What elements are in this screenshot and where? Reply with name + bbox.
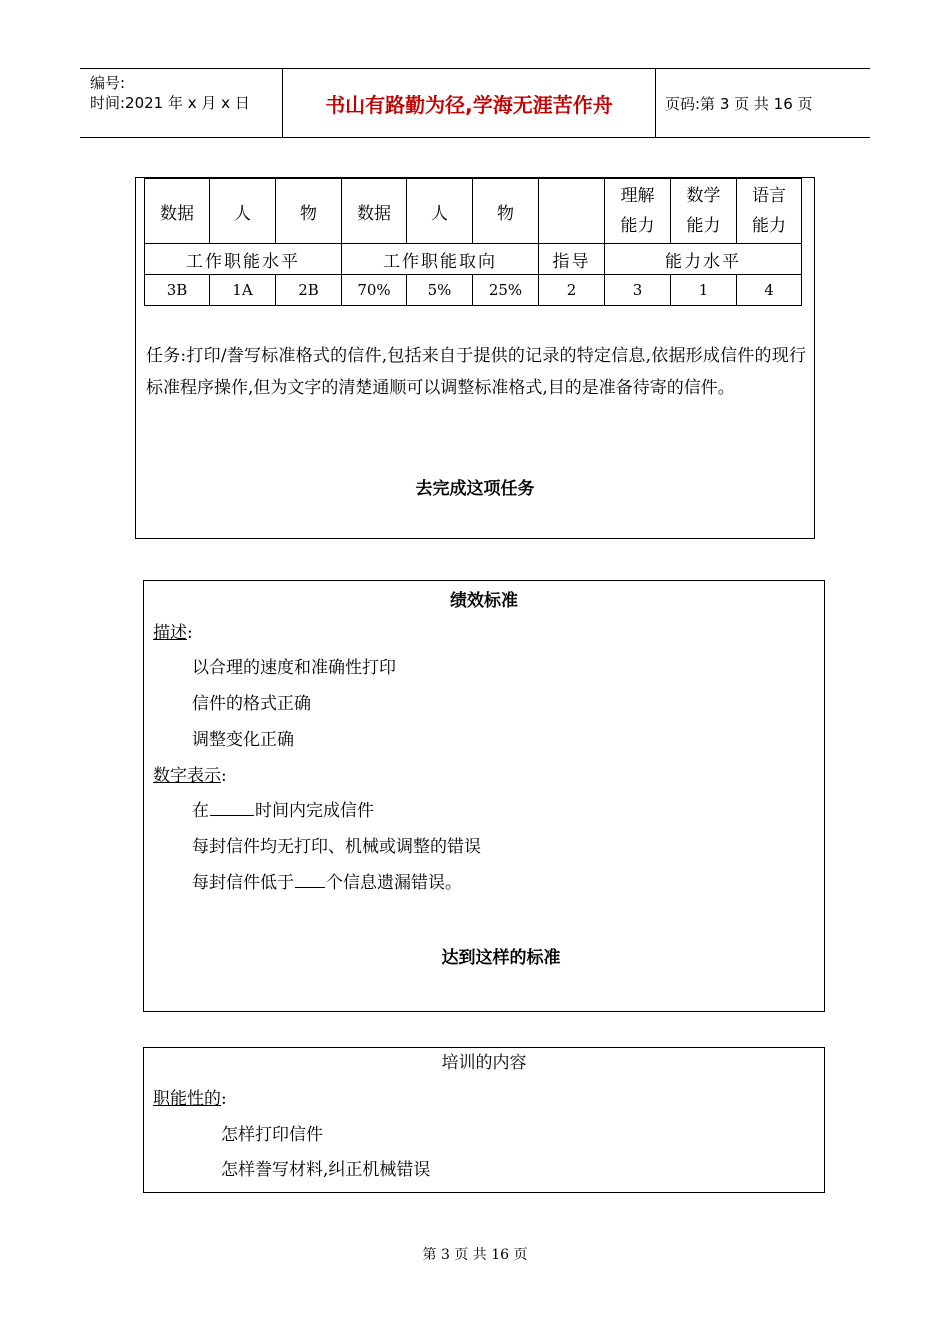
table-cell: 指导 (539, 244, 605, 275)
list-item: 怎样誊写材料,纠正机械错误 (221, 1160, 431, 1180)
numeric-label: 数字表示 (153, 766, 221, 786)
table-cell: 物 (276, 179, 342, 244)
list-item-text: 在 (192, 801, 209, 821)
table-row (145, 275, 802, 306)
table-cell: 数学 能力 (671, 179, 737, 244)
training-section-heading: 职能性的: (153, 1089, 227, 1109)
header-left (90, 73, 250, 113)
table-cell: 物 (473, 179, 539, 244)
header-motto: 书山有路勤为径,学海无涯苦作舟 (325, 92, 613, 117)
table-cell: 2 (539, 275, 605, 306)
header-divider (655, 69, 656, 137)
list-item: 调整变化正确 (192, 730, 294, 750)
list-item: 信件的格式正确 (192, 694, 311, 714)
table-cell: 人 (407, 179, 473, 244)
table-cell: 1A (210, 275, 276, 306)
table-cell: 70% (342, 275, 407, 306)
numeric-heading: 数字表示: (153, 766, 227, 786)
table-cell: 25% (473, 275, 539, 306)
skills-table (144, 178, 802, 306)
table-cell: 1 (671, 275, 737, 306)
fill-blank (295, 886, 325, 888)
date-label: 时间:2021 年 x 月 x 日 (90, 94, 250, 112)
page-footer: 第 3 页 共 16 页 (422, 1247, 528, 1263)
list-item: 以合理的速度和准确性打印 (192, 658, 396, 678)
list-item: 每封信件均无打印、机械或调整的错误 (192, 837, 481, 857)
table-cell: 3B (145, 275, 210, 306)
table-cell: 数据 (342, 179, 407, 244)
table-cell: 5% (407, 275, 473, 306)
page-header (80, 68, 870, 138)
table-cell: 工作职能取向 (342, 244, 539, 275)
table-cell: 3 (605, 275, 671, 306)
table-cell: 数据 (145, 179, 210, 244)
description-label: 描述 (153, 623, 187, 643)
table-cell: 工作职能水平 (145, 244, 342, 275)
table-cell: 2B (276, 275, 342, 306)
performance-closing: 达到这样的标准 (441, 948, 561, 968)
table-cell: 语言 能力 (737, 179, 802, 244)
table-row (145, 179, 802, 244)
list-item-text: 每封信件低于 (192, 873, 294, 893)
table-row (145, 244, 802, 275)
task-action: 去完成这项任务 (415, 479, 535, 499)
list-item-text: 时间内完成信件 (255, 801, 374, 821)
list-item: 怎样打印信件 (221, 1125, 323, 1145)
list-item-text: 个信息遗漏错误。 (326, 873, 462, 893)
description-heading: 描述: (153, 623, 193, 643)
table-cell (539, 179, 605, 244)
number-label: 编号: (90, 74, 126, 92)
performance-title: 绩效标准 (450, 591, 518, 611)
training-title: 培训的内容 (441, 1053, 527, 1073)
table-cell: 理解 能力 (605, 179, 671, 244)
table-cell: 4 (737, 275, 802, 306)
list-item (192, 799, 374, 823)
table-cell: 能力水平 (605, 244, 802, 275)
task-description: 任务:打印/誊写标准格式的信件,包括来自于提供的记录的特定信息,依据形成信件的现行标准程序操作,但为文字的清楚通顺可以调整标准格式,目的是准备待寄的信件。 (146, 346, 806, 398)
page-info: 页码:第 3 页 共 16 页 (665, 94, 813, 113)
list-item (192, 871, 462, 895)
training-section-label: 职能性的 (153, 1089, 221, 1109)
table-cell: 人 (210, 179, 276, 244)
fill-blank (210, 814, 254, 816)
